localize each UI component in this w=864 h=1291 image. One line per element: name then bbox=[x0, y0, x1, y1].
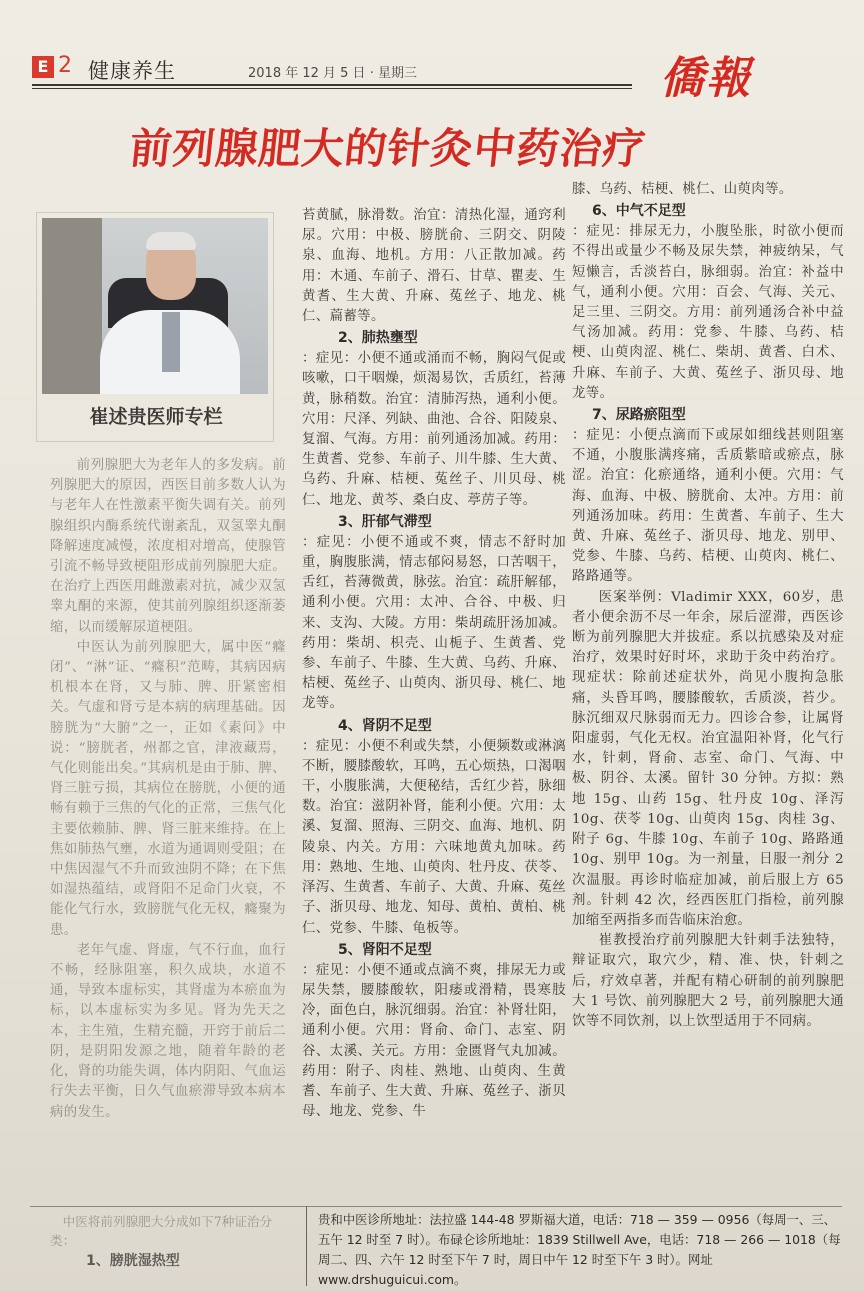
paragraph: ：症见：小便不通或涌而不畅，胸闷气促或咳嗽，口干咽燥，烦渴易饮，舌质红，苔薄黄，脉稍数。治宜：清肺泻热，通利小便。穴用：尺泽、列缺、曲池、合谷、阳陵泉、复溜、气海。方用：前列通汤加减。药用：生黄耆、党参、车前子、川牛膝、生大黄、乌药、升麻、桔梗、菟丝子、川贝母、桃仁、地龙、黄芩、桑白皮、葶苈子等。 bbox=[302, 351, 566, 508]
column-name: 崔述贵医师专栏 bbox=[89, 406, 223, 428]
paragraph: ：症见：小便点滴而下或尿如细线甚则阻塞不通，小腹胀满疼痛，舌质紫暗或瘀点，脉涩。治宜：化瘀通络，通利小便。穴用：气海、血海、中极、膀胱俞、太冲。方用：前列通汤加味。药用：生黄耆、车前子、生大黄、升麻、菟丝子、浙贝母、地龙、别甲、党参、牛膝、乌药、桔梗、山萸肉、桃仁、路路通等。 bbox=[572, 428, 844, 585]
footer-divider bbox=[306, 1206, 307, 1286]
tie-shape bbox=[162, 312, 180, 372]
section-heading: 4、肾阴不足型 bbox=[338, 717, 432, 734]
section-name: 健康养生 bbox=[88, 59, 176, 83]
case-paragraph: 医案举例：Vladimir XXX，60岁，患者小便余沥不尽一年余，尿后涩滞，西医诊断为前列腺肥大并拔症。系以抗感染及对症治疗，效果时好时坏，求助于灸中药治疗。现症状：除前述症状外，尚见小腹拘急胀痛，头昏耳鸣，腰膝酸软，舌质淡，苔少。脉沉细双尺脉弱而无力。四诊合参，让属肾阳虚弱，气化无权。治宜温阳补肾，化气行水，针刺，肾俞、志室、命门、气海、中极、阴谷、太溪。留针 30 分钟。方拟：熟地 15g、山药 15g、牡丹皮 10g、泽泻 10g、茯苓 10g、山萸肉 15g、肉桂 3g、附子 6g、牛膝 10g、车前子 10g、路路通 10g、别甲 10g。为一剂量，日服一剂分 2 次温服。再诊时临症加减，前后服上方 65 剂。针刺 42 次，经西医肛门指检，前列腺加缩至两指多而告临床治愈。 bbox=[572, 589, 844, 928]
paragraph: ：症见：小便不通或不爽，情志不舒时加重，胸腹胀满，情志郁闷易怒，口苦咽干，舌红，苔薄微黄，脉弦。治宜：疏肝解郁，通利小便。穴用：太冲、合谷、中极、归来、支沟、大陵。方用：柴胡疏肝汤加减。药用：柴胡、枳壳、山栀子、生黄耆、党参、车前子、牛膝、生大黄、乌药、升麻、桔梗、菟丝子、山萸肉、浙贝母、桃仁、地龙等。 bbox=[302, 534, 566, 712]
section-number: 2 bbox=[58, 53, 72, 78]
author-photo bbox=[42, 218, 268, 394]
paragraph: 中医将前列腺肥大分成如下7种证治分类： bbox=[50, 1214, 273, 1248]
paragraph: 苔黄腻，脉滑数。治宜：清热化湿，通窍利尿。穴用：中极、膀胱俞、三阴交、阴陵泉、血海、地机。方用：八正散加减。药用：木通、车前子、滑石、甘草、瞿麦、生黄耆、生大黄、升麻、菟丝子、地龙、桃仁、萹蓄等。 bbox=[302, 208, 566, 325]
paragraph: 中医认为前列腺肥大，属中医“癃闭”、“淋”证、“癃积”范畴，其病因病机根本在肾，又与肺、脾、肝紧密相关。气虚和肾亏是本病的病理基础。因膀胱为“大腑”之一，正如《素问》中说：“膀胱者，州都之官，津液藏焉，气化则能出矣。”其病机是由于肺、脾、肾三脏亏损，其病位在膀胱，小便的通畅有赖于三焦的气化的正常，三焦气化主要依赖肺、脾、肾三脏来维持。在上焦如肺热气壅，水道为通调则受阻；在中焦因湿气不升而致浊阴不降；在下焦如湿热蕴结，或肾阳不足命门火衰，不能化气行水，致膀胱气化无权，癃聚为患。 bbox=[50, 639, 286, 938]
article-column-1-tail bbox=[50, 1212, 296, 1272]
bookshelf-shape bbox=[42, 218, 102, 394]
section-letter-badge: E bbox=[32, 56, 54, 78]
section-heading: 5、肾阳不足型 bbox=[338, 941, 432, 958]
section-heading: 7、尿路瘀阻型 bbox=[592, 407, 686, 424]
paragraph: ：症见：小便不利或失禁，小便频数或淋漓不断，腰膝酸软，耳鸣，五心烦热，口渴咽干，小腹胀满，大便秘结，舌红少苔，脉细数。治宜：滋阴补肾，能利小便。穴用：太溪、复溜、照海、三阴交、血海、地机、阴陵泉、内关。方用：六味地黄丸加味。药用：熟地、生地、山萸肉、牡丹皮、茯苓、泽泻、生黄耆、车前子、大黄、升麻、菟丝子、浙贝母、地龙、知母、黄柏、黄柏、桃仁、党参、牛膝、龟板等。 bbox=[302, 738, 566, 936]
clinic-address-box: 贵和中医诊所地址：法拉盛 144-48 罗斯福大道，电话：718 — 359 — 0956（每周一、三、五午 12 时至 7 时）。布碌仑诊所地址：1839 Stillwell Ave，电话：718 — 266 — 1018（每周二、四、六午 12 时至下午 7 时，周日中午 12 时至下午 3 时）。网址 www.drshuguicui.com。 bbox=[318, 1212, 841, 1287]
paragraph: 膝、乌药、桔梗、桃仁、山萸肉等。 bbox=[572, 182, 793, 197]
footer-rule bbox=[30, 1206, 842, 1207]
paragraph: ：症见：小便不通或点滴不爽，排尿无力或尿失禁，腰膝酸软，阳痿或滑精，畏寒肢冷，面色白，脉沉细弱。治宜：补肾壮阳，通利小便。穴用：肾俞、命门、志室、阴谷、太溪、关元。方用：金匮肾气丸加减。药用：附子、肉桂、熟地、山萸肉、生黄耆、车前子、生大黄、升麻、菟丝子、浙贝母、地龙、党参、牛 bbox=[302, 962, 566, 1120]
section-heading: 3、肝郁气滞型 bbox=[338, 513, 432, 530]
article-column-3 bbox=[572, 180, 844, 1032]
section-heading: 2、肺热壅型 bbox=[338, 330, 418, 347]
hair-shape bbox=[146, 232, 196, 250]
section-heading: 6、中气不足型 bbox=[592, 203, 686, 220]
page-header bbox=[32, 48, 842, 104]
paragraph: 崔教授治疗前列腺肥大针刺手法独特，辩证取穴，取穴少，精、准、快，针刺之后，疗效卓著，并配有精心研制的前列腺肥大 1 号饮、前列腺肥大 2 号，前列腺肥大通饮等不同饮剂，以上饮型适用于不同病。 bbox=[572, 933, 844, 1029]
header-rule-thin bbox=[32, 88, 632, 89]
article-title: 前列腺肥大的针灸中药治疗 bbox=[127, 124, 649, 173]
paragraph: 前列腺肥大为老年人的多发病。前列腺肥大的原因，西医目前多数人认为与老年人在性激素平衡失调有关。前列腺组织内酶系统代谢紊乱，双氢睾丸酮降解速度减慢，浓度相对增高，使腺管引流不畅导致梗阻形成前列腺肥大症。在治疗上西医用雌激素对抗，减少双氢睾丸酮的来源，使其前列腺组织逐渐萎缩，以而缓解尿道梗阻。 bbox=[50, 458, 286, 635]
header-rule bbox=[32, 84, 632, 86]
section-heading: 1、膀胱湿热型 bbox=[86, 1253, 180, 1269]
paragraph: 老年气虚、肾虚，气不行血，血行不畅，经脉阻塞，积久成块，水道不通，导致本虚标实，其肾虚为本瘀血为标，以本虚标实为多见。肾为先天之本，主生殖，生精充髓，开窍于前后二阴，是阴阳发源之地，随着年龄的老化，肾的功能失调，体内阴阳、气血运行失去平衡，日久气血瘀滞导致本病本病的发生。 bbox=[50, 942, 286, 1120]
masthead-logo: 僑報 bbox=[660, 53, 752, 104]
paragraph: ：症见：排尿无力，小腹坠胀，时欲小便而不得出或量少不畅及尿失禁，神疲纳呆，气短懒言，舌淡苔白，脉细弱。治宜：补益中气，通利小便。穴用：百会、气海、关元、足三里、三阴交。方用：前列通汤合补中益气汤加减。药用：党参、牛膝、乌药、桔梗、山萸肉涩、桃仁、柴胡、黄耆、白术、升麻、车前子、大黄、菟丝子、浙贝母、地龙等。 bbox=[572, 224, 844, 401]
article-column-2 bbox=[302, 206, 566, 1122]
issue-date: 2018 年 12 月 5 日 · 星期三 bbox=[248, 66, 417, 81]
article-column-1 bbox=[50, 456, 286, 1123]
